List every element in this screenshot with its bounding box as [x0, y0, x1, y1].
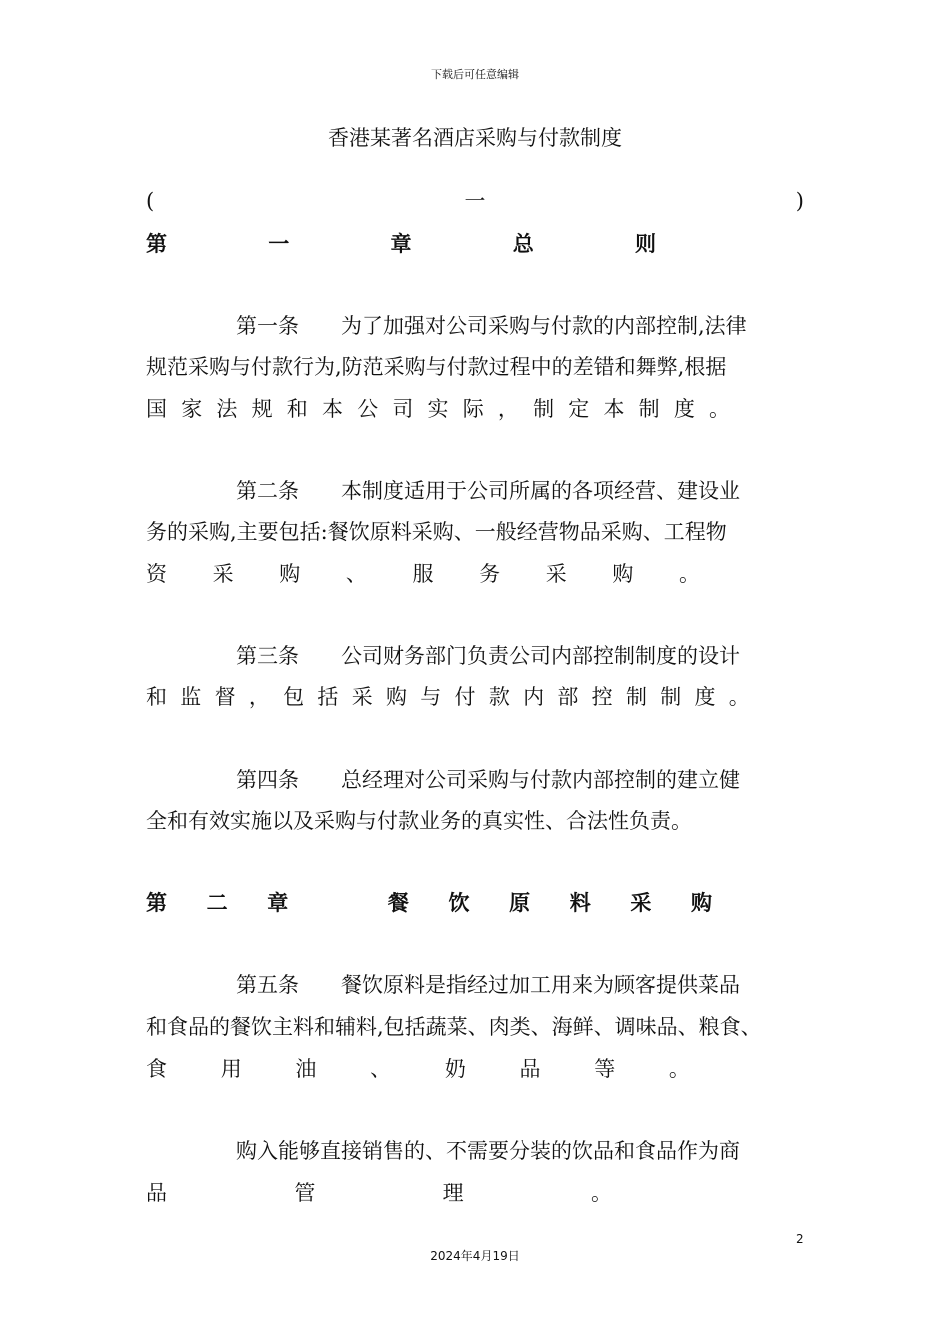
- heading-char: 章: [267, 891, 289, 915]
- page-number: 2: [796, 1232, 804, 1246]
- char: 油: [295, 1057, 317, 1081]
- heading-char: 餐: [387, 891, 409, 915]
- char: 制: [625, 685, 647, 709]
- heading-char: 饮: [448, 891, 470, 915]
- char: 度: [673, 397, 695, 421]
- char: 付: [454, 685, 476, 709]
- char: 实: [427, 397, 449, 421]
- article-1-line-1: 第一条 为了加强对公司采购与付款的内部控制,法律: [236, 314, 747, 338]
- article-2-line-3: [146, 559, 700, 589]
- char: 采: [212, 562, 234, 586]
- char: 度: [694, 685, 716, 709]
- article-3-line-1: 第三条 公司财务部门负责公司内部控制制度的设计: [236, 644, 740, 668]
- char: 控: [591, 685, 613, 709]
- char: 家: [181, 397, 203, 421]
- char: ，: [248, 685, 270, 709]
- char: 制: [638, 397, 660, 421]
- char: 务: [479, 562, 501, 586]
- heading-char: 二: [206, 891, 228, 915]
- char: 制: [660, 685, 682, 709]
- document-title: 香港某著名酒店采购与付款制度: [328, 126, 622, 150]
- char: 规: [251, 397, 273, 421]
- heading-char: 总: [512, 232, 534, 256]
- char: 部: [557, 685, 579, 709]
- char: 购: [612, 562, 634, 586]
- heading-char: 采: [630, 891, 652, 915]
- footer-date: 2024年4月19日: [430, 1249, 520, 1263]
- char: 和: [286, 397, 308, 421]
- heading-char: 则: [635, 232, 656, 256]
- paragraph-6-line-1: 购入能够直接销售的、不需要分装的饮品和食品作为商: [236, 1139, 740, 1163]
- article-1-line-2: 规范采购与付款行为,防范采购与付款过程中的差错和舞弊,根据: [146, 355, 727, 379]
- char: 国: [146, 397, 167, 421]
- article-4-line-1: 第四条 总经理对公司采购与付款内部控制的建立健: [236, 768, 740, 792]
- char: 购: [279, 562, 301, 586]
- char: 本: [321, 397, 343, 421]
- char: 品: [146, 1181, 167, 1205]
- char: 奶: [444, 1057, 466, 1081]
- part-marker-char: ): [795, 189, 804, 213]
- heading-char: 第: [146, 891, 167, 915]
- char: 服: [412, 562, 434, 586]
- char: 与: [420, 685, 442, 709]
- char: 食: [146, 1057, 167, 1081]
- char: 采: [351, 685, 373, 709]
- article-4-line-2: 全和有效实施以及采购与付款业务的真实性、合法性负责。: [146, 809, 692, 833]
- chapter-1-heading: [146, 229, 656, 259]
- char: 用: [220, 1057, 242, 1081]
- paragraph-6-line-2: [146, 1178, 612, 1208]
- char: 和: [146, 685, 167, 709]
- heading-char: 料: [569, 891, 591, 915]
- article-5-line-2: 和食品的餐饮主料和辅料,包括蔬菜、肉类、海鲜、调味品、粮食、: [146, 1015, 762, 1039]
- char: 际: [462, 397, 484, 421]
- char: 司: [392, 397, 414, 421]
- char: 等: [594, 1057, 616, 1081]
- char: 、: [370, 1057, 392, 1081]
- char: 管: [294, 1181, 316, 1205]
- char: 本: [603, 397, 625, 421]
- article-1-line-3: [146, 394, 730, 424]
- char: 制: [533, 397, 555, 421]
- heading-char: 原: [509, 891, 531, 915]
- char: 。: [709, 397, 730, 421]
- char: 监: [180, 685, 202, 709]
- part-marker-char: (: [146, 189, 155, 213]
- part-marker-char: 一: [464, 189, 486, 213]
- char: 。: [668, 1057, 690, 1081]
- char: 公: [357, 397, 379, 421]
- article-5-line-3: [146, 1054, 690, 1084]
- char: 资: [146, 562, 167, 586]
- char: 采: [545, 562, 567, 586]
- char: 督: [214, 685, 236, 709]
- article-3-line-2: [146, 682, 750, 712]
- char: 括: [317, 685, 339, 709]
- char: 内: [523, 685, 545, 709]
- char: ，: [497, 397, 519, 421]
- char: 。: [679, 562, 700, 586]
- page-header: 下载后可任意编辑: [431, 68, 519, 81]
- char: 包: [283, 685, 305, 709]
- article-5-line-1: 第五条 餐饮原料是指经过加工用来为顾客提供菜品: [236, 973, 740, 997]
- char: 款: [488, 685, 510, 709]
- char: 购: [385, 685, 407, 709]
- heading-char: 一: [268, 232, 290, 256]
- char: 。: [728, 685, 750, 709]
- char: 法: [216, 397, 238, 421]
- article-2-line-1: 第二条 本制度适用于公司所属的各项经营、建设业: [236, 479, 740, 503]
- char: 理: [442, 1181, 464, 1205]
- heading-char: 购: [691, 891, 712, 915]
- chapter-2-heading: [146, 888, 712, 918]
- heading-char: 章: [390, 232, 412, 256]
- char: 。: [590, 1181, 612, 1205]
- char: 定: [568, 397, 590, 421]
- char: 品: [519, 1057, 541, 1081]
- part-marker: [146, 186, 804, 216]
- char: 、: [345, 562, 367, 586]
- heading-char: 第: [146, 232, 167, 256]
- article-2-line-2: 务的采购,主要包括:餐饮原料采购、一般经营物品采购、工程物: [146, 520, 727, 544]
